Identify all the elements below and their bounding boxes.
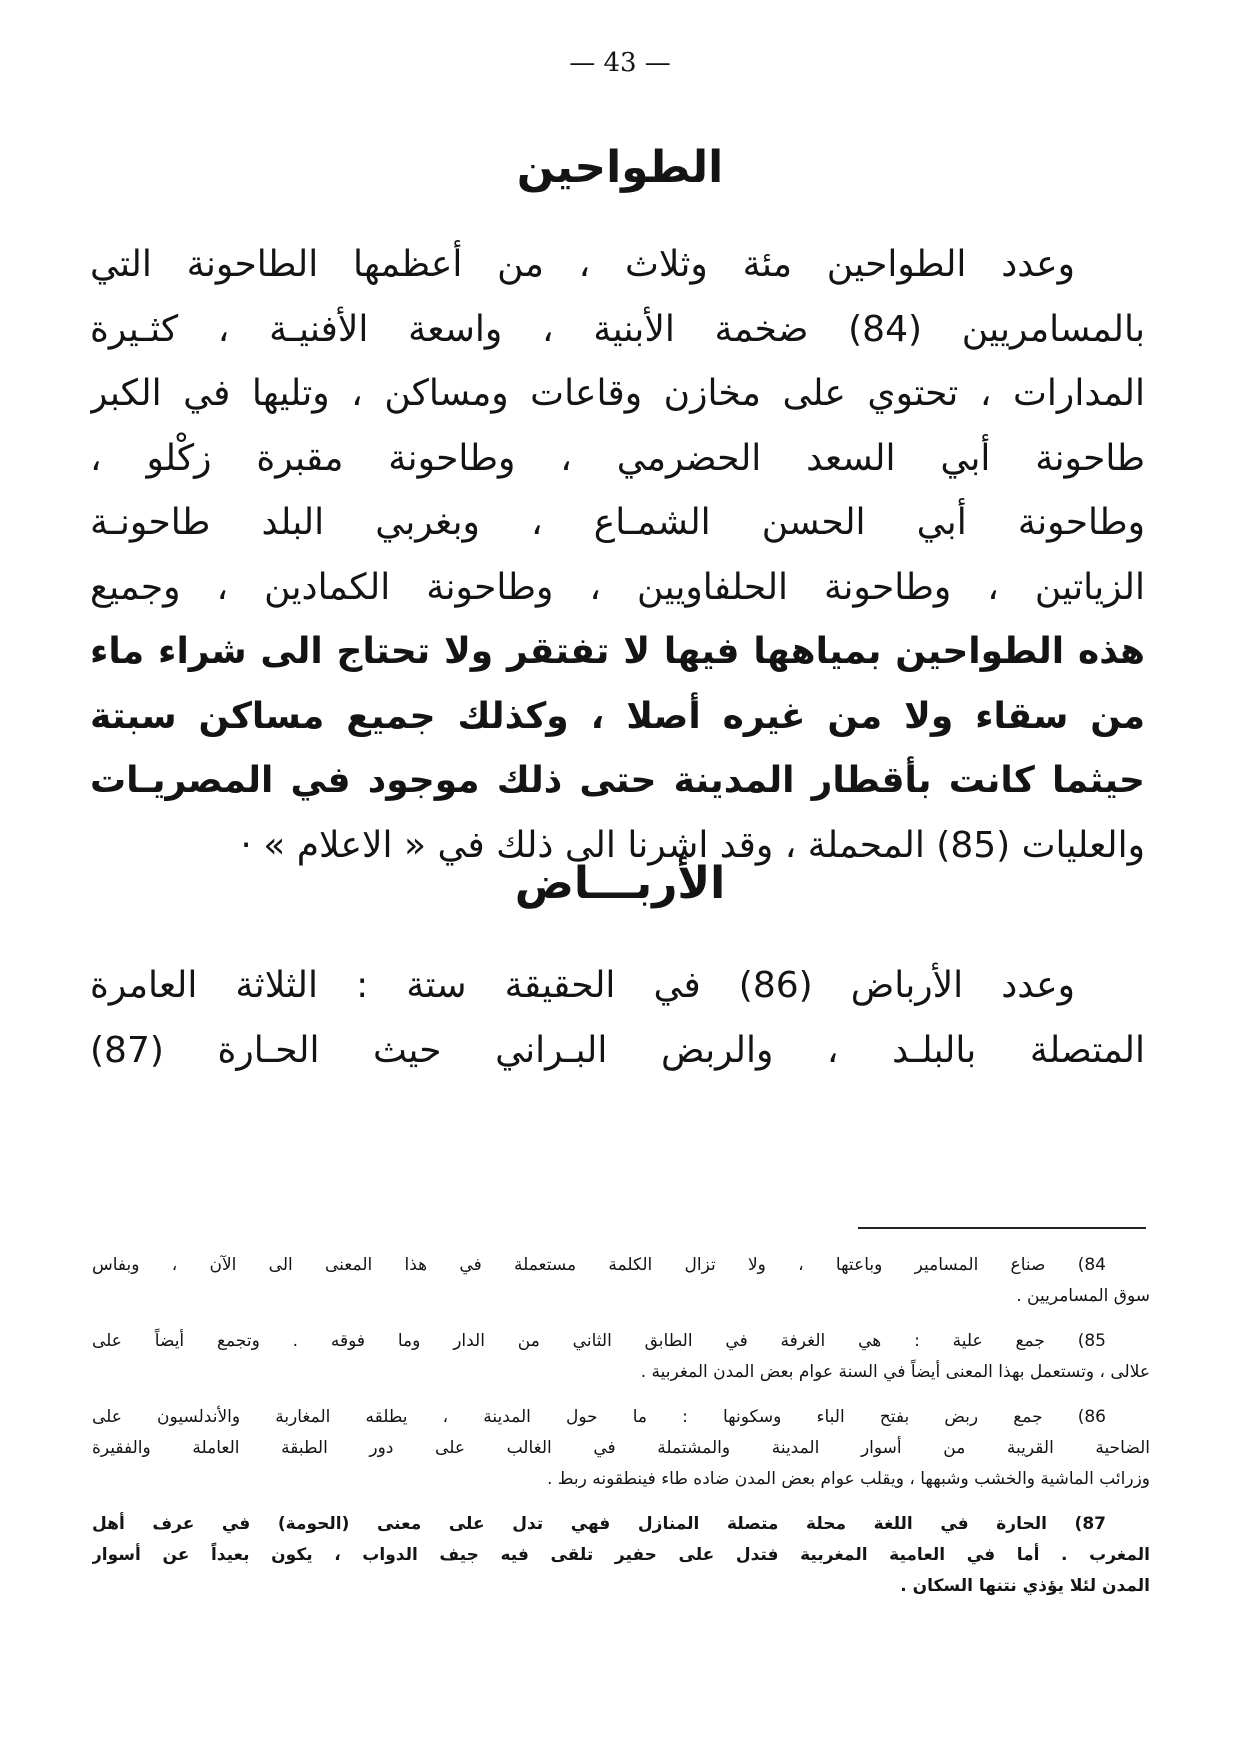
section-body-suburbs (90, 954, 1145, 1083)
body-line: هذه الطواحين بمياهها فيها لا تفتقر ولا تحتاج الى شراء ماء (90, 631, 1145, 672)
section-body-mills (90, 233, 1145, 878)
body-line: من سقاء ولا من غيره أصلا ، وكذلك جميع مساكن سبتة (90, 695, 1145, 737)
body-line: والعليات (85) المحملة ، وقد اشرنا الى ذلك في « الاعلام » · (240, 824, 1145, 866)
footnote-line: المغرب . أما في العامية المغربية فتدل على حفير تلقى فيه جيف الدواب ، يكون بعيداً عن أسوار (92, 1545, 1150, 1565)
body-line: وعدد الطواحين مئة وثلاث ، من أعظمها الطاحونة التي (90, 244, 1075, 285)
footnote-separator (858, 1227, 1146, 1229)
footnote-84 (92, 1250, 1150, 1312)
page-number: — 43 — (569, 48, 671, 78)
footnotes (92, 1250, 1150, 1616)
body-line: الزياتين ، وطاحونة الحلفاويين ، وطاحونة الكمادين ، وجميع (90, 566, 1145, 608)
footnote-85 (92, 1326, 1150, 1388)
body-line: المدارات ، تحتوي على مخازن وقاعات ومساكن ، وتليها في الكبر (90, 373, 1145, 414)
body-line: المتصلة بالبلـد ، والربض البـراني حيث الحـارة (87) (90, 1029, 1145, 1071)
footnote-line: المدن لئلا يؤذي نتنها السكان . (900, 1576, 1150, 1596)
body-line: بالمسامريين (84) ضخمة الأبنية ، واسعة الأفنيـة ، كثـيرة (90, 308, 1145, 350)
body-line: حيثما كانت بأقطار المدينة حتى ذلك موجود في المصريـات (90, 760, 1145, 801)
footnote-line: 85) جمع علية : هي الغرفة في الطابق الثاني من الدار وما فوقه . وتجمع أيضاً على (92, 1331, 1106, 1351)
body-line: طاحونة أبي السعد الحضرمي ، وطاحونة مقبرة زكْلو ، (90, 437, 1145, 479)
footnote-line: 86) جمع ربض بفتح الباء وسكونها : ما حول المدينة ، يطلقه المغاربة والأندلسيون على (92, 1407, 1106, 1427)
footnote-line: 87) الحارة في اللغة محلة متصلة المنازل فهي تدل على معنى (الحومة) في عرف أهل (92, 1514, 1106, 1534)
footnote-line: سوق المسامريين . (1016, 1286, 1150, 1306)
section-heading-mills: الطواحين (516, 142, 724, 193)
footnote-line: وزرائب الماشية والخشب وشبهها ، ويقلب عوام بعض المدن ضاده طاء فينطقونه ربط . (546, 1469, 1150, 1489)
footnote-line: علالى ، وتستعمل بهذا المعنى أيضاً في السنة عوام بعض المدن المغربية . (640, 1362, 1150, 1382)
footnote-86 (92, 1402, 1150, 1495)
body-line: وعدد الأرباض (86) في الحقيقة ستة : الثلاثة العامرة (90, 965, 1076, 1006)
footnote-line: الضاحية القريبة من أسوار المدينة والمشتملة في الغالب على دور الطبقة العاملة والفقيرة (92, 1438, 1150, 1458)
footnote-87 (92, 1509, 1150, 1602)
section-heading-suburbs: الأربـــاض (514, 858, 726, 909)
body-line: وطاحونة أبي الحسن الشمـاع ، وبغربي البلد طاحونـة (90, 502, 1145, 543)
footnote-line: 84) صناع المسامير وباعتها ، ولا تزال الكلمة مستعملة في هذا المعنى الى الآن ، وبفاس (92, 1255, 1106, 1275)
